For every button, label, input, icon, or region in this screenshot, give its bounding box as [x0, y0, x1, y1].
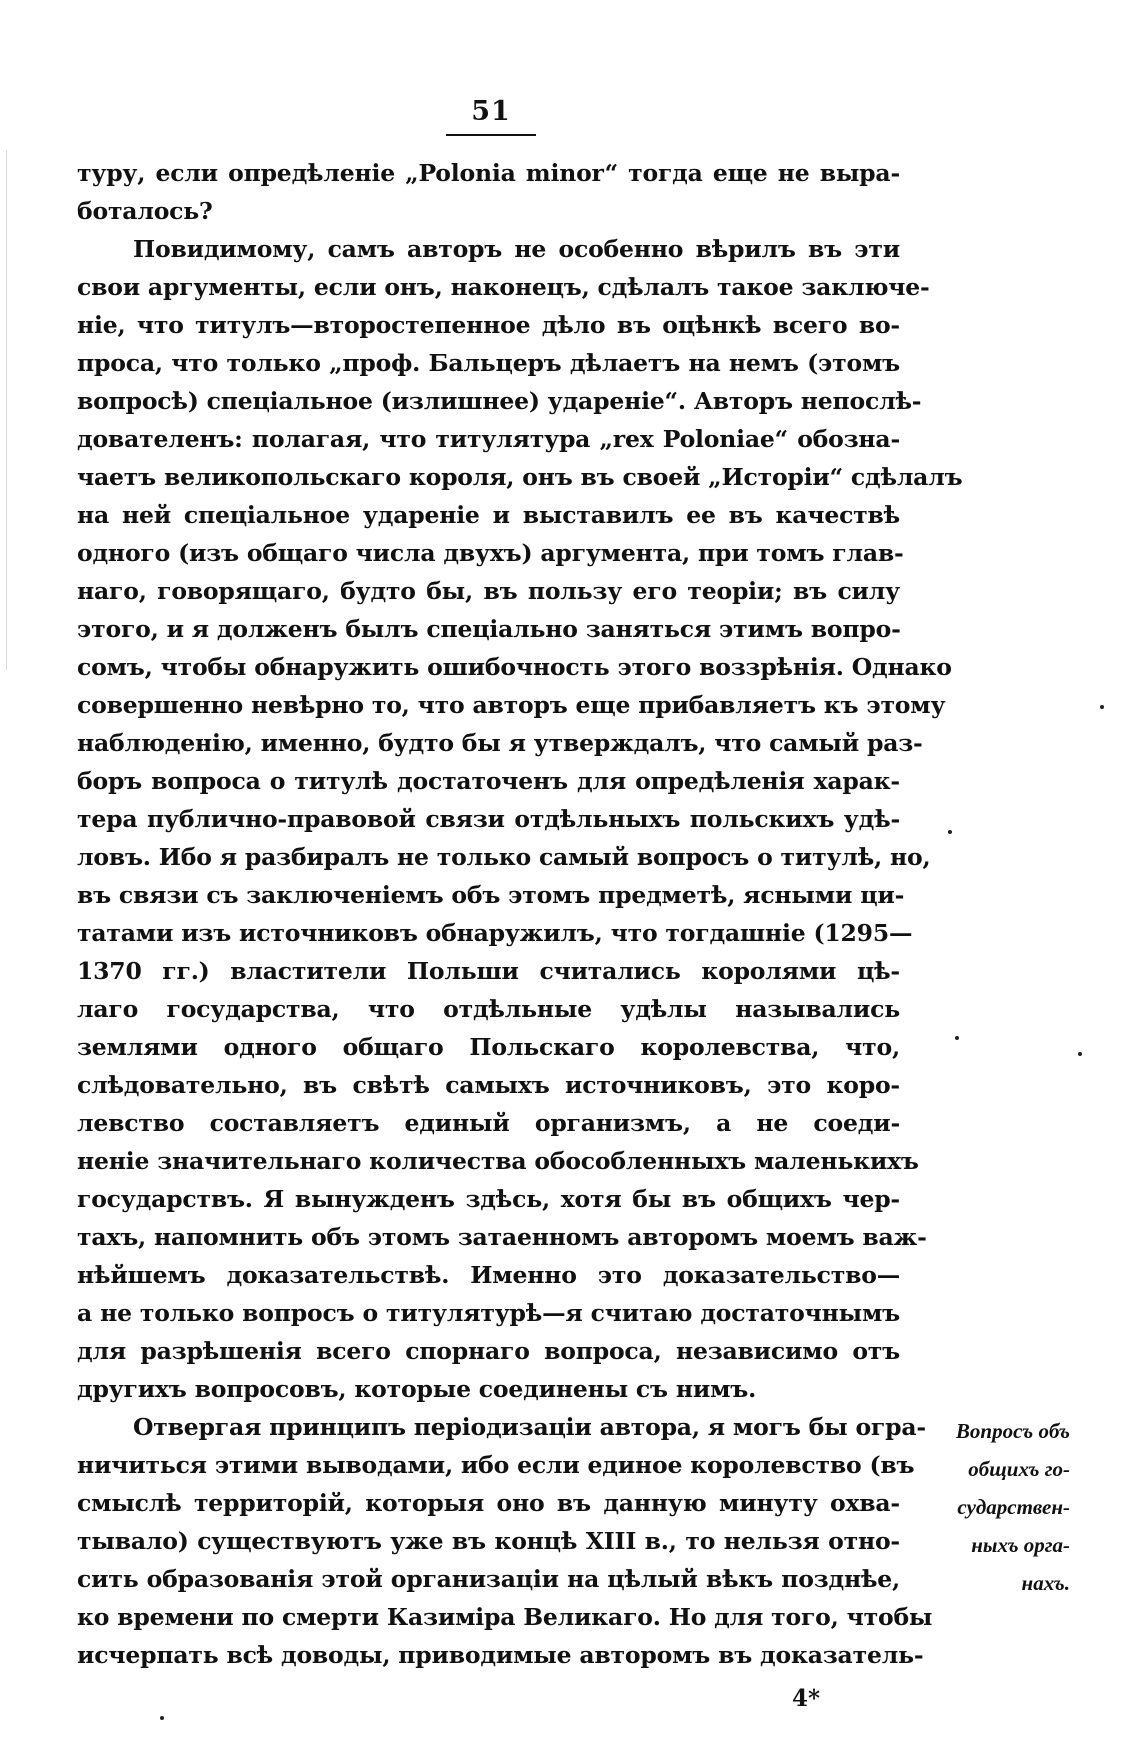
text-line: для разрѣшенія всего спорнаго вопроса, независимо отъ — [77, 1337, 900, 1365]
text-line: землями одного общаго Польскаго королевства, что, — [77, 1033, 900, 1061]
text-line: наго, говорящаго, будто бы, въ пользу его теоріи; въ силу — [77, 577, 900, 605]
text-line: одного (изъ общаго числа двухъ) аргумента, при томъ глав- — [77, 539, 904, 567]
text-line: боталось? — [77, 197, 213, 225]
text-line: 1370 гг.) властители Польши считались королями цѣ- — [77, 957, 900, 985]
text-line: тера публично-правовой связи отдѣльныхъ польскихъ удѣ- — [77, 805, 900, 833]
text-line: татами изъ источниковъ обнаружилъ, что тогдашніе (1295— — [77, 919, 913, 947]
text-line: проса, что только „проф. Бальцеръ дѣлаетъ на немъ (этомъ — [77, 349, 900, 377]
text-line: государствъ. Я вынужденъ здѣсь, хотя бы въ общихъ чер- — [77, 1185, 900, 1213]
text-line: вопросѣ) спеціальное (излишнее) удареніе“. Авторъ непослѣ- — [77, 387, 922, 415]
text-line: нѣйшемъ доказательствѣ. Именно это доказательство— — [77, 1261, 900, 1289]
text-line: ніе, что титулъ—второстепенное дѣло въ оцѣнкѣ всего во- — [77, 311, 900, 339]
marginal-note-line: Вопросъ объ — [955, 1419, 1070, 1443]
text-line: на ней спеціальное удареніе и выставилъ ее въ качествѣ — [77, 501, 900, 529]
text-line: Повидимому, самъ авторъ не особенно вѣрилъ въ эти — [133, 235, 900, 263]
text-line: исчерпать всѣ доводы, приводимые авторомъ въ доказатель- — [77, 1641, 924, 1669]
text-line: совершенно невѣрно то, что авторъ еще прибавляетъ къ этому — [77, 691, 946, 719]
text-line: туру, если опредѣленіе „Polonia minor“ тогда еще не выра- — [77, 159, 900, 187]
marginal-note — [900, 1412, 1070, 1602]
marginal-note-line: общихъ го- — [968, 1457, 1070, 1481]
text-line: въ связи съ заключеніемъ объ этомъ предметѣ, ясными ци- — [77, 881, 905, 909]
signature-mark: 4* — [792, 1685, 821, 1712]
marginal-note-line: ныхъ орга- — [971, 1533, 1070, 1557]
ink-speck — [948, 830, 952, 834]
text-line: ничиться этими выводами, ибо если единое королевство (въ — [77, 1451, 915, 1479]
marginal-note-line: сударствен- — [957, 1495, 1070, 1519]
text-line: ловъ. Ибо я разбиралъ не только самый вопросъ о титулѣ, но, — [77, 843, 931, 871]
text-line: наблюденію, именно, будто бы я утверждалъ, что самый раз- — [77, 729, 923, 757]
text-line: тахъ, напомнить объ этомъ затаенномъ авторомъ моемъ важ- — [77, 1223, 927, 1251]
page-edge-line — [6, 150, 7, 670]
ink-speck — [160, 1716, 164, 1720]
text-line: лаго государства, что отдѣльные удѣлы назывались — [77, 995, 900, 1023]
text-line: смыслѣ территорій, которыя оно въ данную минуту охва- — [77, 1489, 900, 1517]
text-line: другихъ вопросовъ, которые соединены съ нимъ. — [77, 1375, 757, 1403]
text-line: сить образованія этой организаціи на цѣлый вѣкъ позднѣе, — [77, 1565, 900, 1593]
text-line: ко времени по смерти Казиміра Великаго. Но для того, чтобы — [77, 1603, 933, 1631]
text-line: сомъ, чтобы обнаружить ошибочность этого воззрѣнія. Однако — [77, 653, 952, 681]
text-line: чаетъ великопольскаго короля, онъ въ своей „Исторіи“ сдѣлалъ — [77, 463, 963, 491]
page-number: 51 — [471, 96, 511, 127]
ink-speck — [1078, 1052, 1082, 1056]
text-line: слѣдовательно, въ свѣтѣ самыхъ источниковъ, это коро- — [77, 1071, 900, 1099]
ink-speck — [1100, 705, 1104, 709]
text-line: дователенъ: полагая, что титулятура „rex Poloniae“ обозна- — [77, 425, 900, 453]
text-line: неніе значительнаго количества обособленныхъ маленькихъ — [77, 1147, 919, 1175]
text-line: Отвергая принципъ періодизаціи автора, я могъ бы огра- — [133, 1413, 926, 1441]
text-line: этого, и я долженъ былъ спеціально заняться этимъ вопро- — [77, 615, 901, 643]
text-line: а не только вопросъ о титулятурѣ—я считаю достаточнымъ — [77, 1299, 900, 1327]
text-line: тывало) существуютъ уже въ концѣ XIII в., то нельзя отно- — [77, 1527, 900, 1555]
text-line: левство составляетъ единый организмъ, а не соеди- — [77, 1109, 900, 1137]
ink-speck — [955, 1036, 959, 1040]
text-line: боръ вопроса о титулѣ достаточенъ для опредѣленія харак- — [77, 767, 900, 795]
text-line: свои аргументы, если онъ, наконецъ, сдѣлалъ такое заключе- — [77, 273, 930, 301]
page-number-rule — [446, 134, 536, 136]
marginal-note-line: нахъ. — [1021, 1571, 1070, 1595]
